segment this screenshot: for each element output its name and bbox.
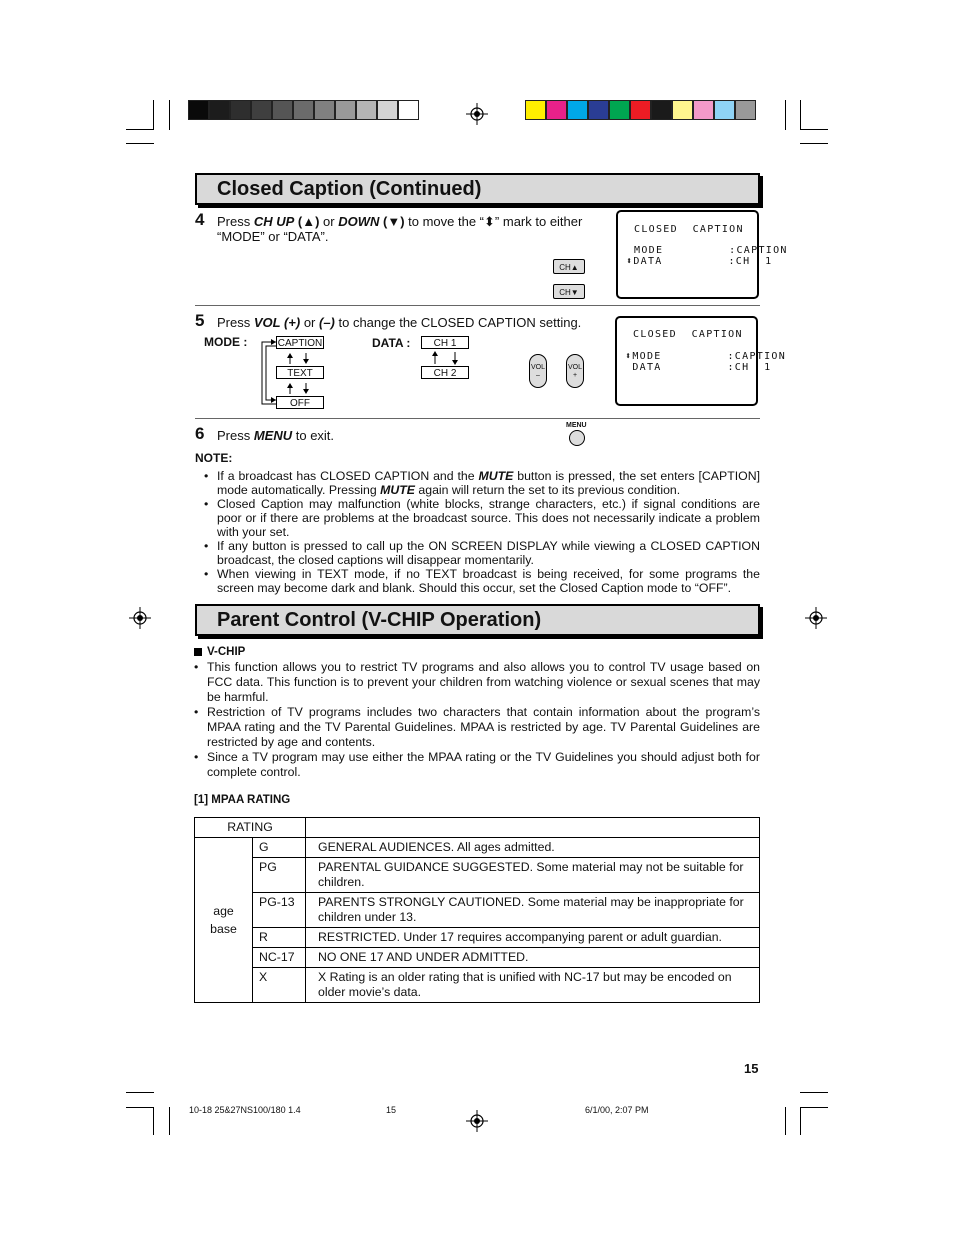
- color-swatch: [293, 100, 314, 120]
- osd-row-data: DATA :CH 1: [625, 362, 772, 373]
- color-swatch: [335, 100, 356, 120]
- color-swatch: [251, 100, 272, 120]
- data-option-ch1: CH 1: [421, 336, 469, 349]
- crop-mark: [800, 143, 828, 144]
- footer-file-info: 10-18 25&27NS100/180 1.4: [189, 1105, 301, 1115]
- osd-title: CLOSED CAPTION: [634, 224, 744, 235]
- color-swatch: [672, 100, 693, 120]
- color-swatch: [272, 100, 293, 120]
- key-name: MUTE: [478, 469, 514, 483]
- color-swatch: [377, 100, 398, 120]
- rating-code: PG: [253, 858, 306, 893]
- crop-mark: [126, 129, 154, 130]
- note-heading: NOTE:: [195, 451, 233, 465]
- color-swatch: [398, 100, 419, 120]
- square-bullet-icon: [194, 648, 202, 656]
- color-swatch: [209, 100, 230, 120]
- age-base-cell: age base: [195, 838, 253, 1003]
- section-title-closed-caption: [195, 173, 760, 205]
- note-item: • Closed Caption may malfunction (white blocks, strange characters, etc.) if signal conditions are poor or if there are problems at the broadcast source. This does not necessarily indicate a problem with your set.: [204, 497, 760, 539]
- mode-option-off: OFF: [276, 396, 324, 409]
- color-swatch: [588, 100, 609, 120]
- mode-label: MODE :: [204, 335, 248, 349]
- table-row: [195, 893, 760, 928]
- table-row: [195, 858, 760, 893]
- key-name: CH UP: [253, 214, 295, 229]
- grayscale-color-bar: [188, 100, 419, 120]
- registration-mark-icon: [466, 103, 488, 125]
- section-title-text: Closed Caption (Continued): [217, 178, 482, 200]
- rating-desc: RESTRICTED. Under 17 requires accompanying parent or adult guardian.: [306, 928, 760, 948]
- vol-plus-button[interactable]: VOL +: [566, 354, 584, 388]
- key-name: VOL (+): [253, 315, 301, 330]
- rating-desc: PARENTAL GUIDANCE SUGGESTED. Some material may not be suitable for children.: [306, 858, 760, 893]
- mpaa-heading: [1] MPAA RATING: [194, 794, 291, 806]
- rating-desc: X Rating is an older rating that is unified with NC-17 but may be encoded on older movie’s data.: [306, 968, 760, 1003]
- data-label: DATA :: [372, 336, 411, 350]
- divider: [195, 418, 760, 419]
- registration-mark-icon: [805, 607, 827, 629]
- note-item: • When viewing in TEXT mode, if no TEXT broadcast is being received, for some programs the screen may become dark and blank. Should this occur, set the Closed Caption mode to “OFF”.: [204, 567, 760, 595]
- table-row: [195, 948, 760, 968]
- crop-mark: [126, 1092, 154, 1093]
- osd-screen-mode-selected: [615, 316, 787, 406]
- color-swatch: [230, 100, 251, 120]
- crop-mark: [153, 1107, 154, 1135]
- section-title-parent-control: [195, 604, 760, 636]
- color-swatch: [188, 100, 209, 120]
- table-row: [195, 928, 760, 948]
- step-number: 6: [195, 424, 205, 443]
- mode-option-text: TEXT: [276, 366, 324, 379]
- color-swatch: [314, 100, 335, 120]
- mpaa-rating-table: [194, 817, 760, 1003]
- step6-instruction: Press MENU to exit.: [217, 428, 335, 443]
- table-header-cell: RATING: [195, 818, 306, 838]
- vchip-item: • This function allows you to restrict TV programs and also allows you to control TV usage based on FCC data. This function is to prevent your children from watching violence or sexual scenes that may be harmful.: [194, 660, 760, 704]
- step-number: 5: [195, 311, 205, 330]
- rating-desc: GENERAL AUDIENCES. All ages admitted.: [306, 838, 760, 858]
- color-swatch: [651, 100, 672, 120]
- vol-minus-button[interactable]: VOL –: [529, 354, 547, 388]
- key-name: MENU: [253, 428, 293, 443]
- crop-mark: [800, 1107, 828, 1108]
- menu-button-label: MENU: [566, 422, 587, 429]
- osd-row-mode: ⬍MODE :CAPTION: [625, 351, 787, 362]
- process-color-bar: [525, 100, 756, 120]
- color-swatch: [546, 100, 567, 120]
- crop-mark: [800, 129, 828, 130]
- rating-desc: NO ONE 17 AND UNDER ADMITTED.: [306, 948, 760, 968]
- menu-button[interactable]: [569, 430, 585, 446]
- vchip-item: • Restriction of TV programs includes two characters that contain information about the program’s MPAA rating and the TV Parental Guidelines. MPAA is restricted by age. TV Parental Guidelines are restricted by age and contents.: [194, 705, 760, 749]
- registration-mark-icon: [466, 1110, 488, 1132]
- crop-mark: [126, 1107, 154, 1108]
- note-item: • If any button is pressed to call up the ON SCREEN DISPLAY while viewing a CLOSED CAPTION broadcast, the closed captions will disappear momentarily.: [204, 539, 760, 567]
- key-name: DOWN: [338, 214, 380, 229]
- mode-option-caption: CAPTION: [277, 338, 323, 349]
- rating-code: PG-13: [253, 893, 306, 928]
- table-row: [195, 968, 760, 1003]
- footer-timestamp: 6/1/00, 2:07 PM: [585, 1105, 649, 1115]
- color-swatch: [356, 100, 377, 120]
- osd-title: CLOSED CAPTION: [633, 329, 743, 340]
- ch-down-button[interactable]: CH▼: [553, 284, 585, 299]
- color-swatch: [630, 100, 651, 120]
- crop-mark: [785, 1107, 786, 1135]
- key-name: MUTE: [380, 483, 415, 497]
- crop-mark: [785, 100, 786, 130]
- rating-code: NC-17: [253, 948, 306, 968]
- rating-code: X: [253, 968, 306, 1003]
- data-option-ch2: CH 2: [421, 366, 469, 379]
- crop-mark: [800, 1092, 828, 1093]
- osd-screen-data-selected: [616, 210, 788, 299]
- rating-desc: PARENTS STRONGLY CAUTIONED. Some material may be inappropriate for children under 13.: [306, 893, 760, 928]
- crop-mark: [169, 100, 170, 130]
- divider: [195, 305, 760, 306]
- vchip-heading: V-CHIP: [207, 646, 246, 658]
- footer-page: 15: [386, 1105, 397, 1115]
- color-swatch: [693, 100, 714, 120]
- step5-instruction: Press VOL (+) or (–) to change the CLOSED CAPTION setting.: [217, 315, 582, 330]
- crop-mark: [800, 1107, 801, 1135]
- rating-code: G: [253, 838, 306, 858]
- ch-up-button[interactable]: CH▲: [553, 259, 585, 274]
- registration-mark-icon: [129, 607, 151, 629]
- crop-mark: [126, 143, 154, 144]
- page-number: 15: [744, 1061, 759, 1076]
- table-row: [195, 838, 760, 858]
- color-swatch: [609, 100, 630, 120]
- osd-row-data: ⬍DATA :CH 1: [626, 256, 773, 267]
- step4-instruction: Press CH UP (▲) or DOWN (▼) to move the “⬍” mark to either “MODE” or “DATA”.: [217, 214, 583, 244]
- color-swatch: [735, 100, 756, 120]
- key-name: (–): [319, 315, 335, 330]
- rating-code: R: [253, 928, 306, 948]
- section-title-text: Parent Control (V-CHIP Operation): [217, 609, 542, 631]
- vchip-item: • Since a TV program may use either the MPAA rating or the TV Guidelines you should adjust both for complete control.: [194, 750, 760, 779]
- osd-row-mode: MODE :CAPTION: [634, 245, 788, 256]
- crop-mark: [169, 1107, 170, 1135]
- color-swatch: [714, 100, 735, 120]
- data-cycle-arrows: [421, 350, 469, 366]
- step-number: 4: [195, 210, 205, 229]
- crop-mark: [153, 100, 154, 130]
- color-swatch: [567, 100, 588, 120]
- crop-mark: [800, 100, 801, 130]
- note-item: • If a broadcast has CLOSED CAPTION and the MUTE button is pressed, the set enters [CAPTION] mode automatically. Pressing MUTE again will return the set to its previous condition.: [204, 469, 760, 497]
- updown-mark-icon: ⬍: [484, 214, 495, 229]
- color-swatch: [525, 100, 546, 120]
- table-header-row: [195, 818, 760, 838]
